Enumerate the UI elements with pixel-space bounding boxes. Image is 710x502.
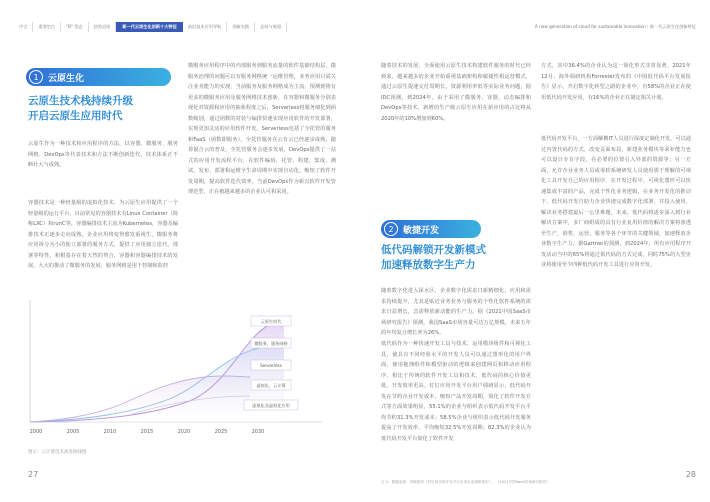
nav-item-b-shape[interactable]: "B" 型态 [61,22,88,32]
x-tick-label: 2030 [251,429,265,435]
chapter-tabs [14,22,287,32]
right-column-2-paragraph-1: 方式，其中36.4%的企业认为这一简化形式非常显著。2021年12月，海外调研机构Forrester发布的《中国低代码平台发展报告》显示，开启数字化转型之路的企业中，有58%的企业正在使用低代码开发应用，有16%的企业正在制定相关计划。 [541,63,691,101]
x-tick-label: 2010 [103,429,117,435]
right-headline: 低代码解锁开发新模式 加速释放数字生产力 [381,244,486,271]
section-title-2: 敏捷开发 [403,225,440,236]
chart-label-virtualization: 虚拟化，云计算 [256,383,286,388]
chart-label-microservices: 微服务，服务网格 [254,341,288,346]
chart-svg [22,292,340,444]
left-page [0,40,355,502]
section-badge-agile [381,220,481,238]
nav-item-preface[interactable]: 序言 [14,22,33,32]
footnote: 注 2：数据来源：华略智库《钉钉低代码开发平台应用企业调研报告》、《2021中国SaaS市场研究报告》 [381,480,550,484]
x-tick-label: 2025 [214,429,228,435]
right-paragraph-1: 随着技术的发展，全面使用云原生技术构建软件服务的时代已经到来，越来越多的企业开始重视基础架构和敏捷性相运营模式，通过云原生提速交付周期长，资源利用率低等实际业务问题，据IDC预测，到2024年，由于采用了微服务，容器，动态编排和DevOps等技术，新增的生产级云原生应用在新应用的占比将从2020年的10%增加到60%。 [381,63,531,122]
report-subtitle: A new generation of cloud for sustainable innovation｜新一代云原生化创新特征 [534,24,696,29]
page-number-left: 27 [28,470,39,479]
top-navigation [0,0,710,34]
nav-item-outlook[interactable]: 总结与展望 [255,22,287,32]
x-tick-label: 2000 [29,429,43,435]
chart-label-serverless: Serverless [260,363,282,368]
right-page [355,40,710,502]
right-paragraph-3: 低代码作为一种快速开发工具与技术，运用模块组件和可视化工具，使具有不同经验水平的开发人员可以通过图形化的用户界面，使用拖拽组件和模型驱动的逻辑来创建网页和移动应用程序，相比于传统的软件开发工具和技术，低代码的核心价值更低，开发效率更高。钉钉应用开发平台用户调研显示，低代码开发在节约企业开发成本，缩短产品开发周期，简化了软件开发方式等方面效果明显，55.1%的企业与组织表示低代码开发平台平均节约31.3%开发成本；58.5%企业与组织表示低代码开发服务提高了开发效率，平均缩短32.5%开发周期；82.3%的企业认为低代码开发平台简化了软件开发 [381,341,531,442]
left-headline: 云原生技术栈持续升级 开启云原生应用时代 [28,95,133,122]
nav-item-trends[interactable]: 趋势总结 [89,22,117,32]
nav-item-ten-features[interactable]: 新一代云原生化创新十大特征 [116,22,182,32]
nav-item-practice[interactable]: 创新实践 [227,22,255,32]
chart-label-virtualization-apps: 虚拟化及虚拟化应用 [252,403,290,408]
chart-caption: 图示：云计算技术演进路线图 [28,450,87,455]
left-paragraph-2: 容器技术是一种轻量级的虚拟化技术，为云原生应用提供了一个轻量级的运行平台，目前常见的容器技术有Linux Container（简称LXC）和runC等，容器编排技术主流为Kubernetes，容器及编排技术正逐步走向成熟，企业应用将变得愈发重视生，微服务将应用拆分为小的独立部署的服务方式，提供了应用独立迭代，部署等特性，和根基存在着天然的契合，容器和容器编排技术的发展，大大的推动了微服务的发展，服务网格是用于控制和监控 [28,200,178,269]
x-tick-label: 2005 [66,429,80,435]
tech-evolution-chart [22,292,340,444]
left-column-2-text: 微服务应用程序中的内部服务到服务流量的软件基础结构层，微服务治理的问题可以有服务网格统一运维管理，业务应用只需关注业务能力的实现，当前服务及服务网格成为主流，预测到将有更多的微服务应用及服务网格技术创新，在容器和微服务分别表现化对资源和应用的抽象程度之后，Serverless将服务细化到函数级别，通过函数的封装与编排快速实现应用软件的开发部署，实现更加灵活的应用软件开发，Serverless包括了全托管的服务和FaaS（函数即服务），全托管服务在云有云已经逐步成熟，随着混合云的普及，全托管服务会逐步发展，DevOps提供了一站式的应用开发流程平台，在软件编码，托管，构建，集成，测试，发布，部署和运维全生命周期中实现自动化，缩短了软件开发周期，提高软件迭代效率，当前DevOps作为新兴软件开发管理范型，正在被越来越多的企业认可和采用。 [188,63,336,195]
left-paragraph-1: 云原生作为一种技术和应用程序的方法，以容器、微服务、服务网格、DevOps等代表技术和方法不断创新迭代，技术体系正不断壮大与成熟。 [28,141,178,168]
section-number: 1 [29,70,43,84]
right-paragraph-2: 随着数字化进入深水区，企业数字化需求日新精细化，应用和需求持续提升，尤其是贴近业务业务与服务的个性化软件系统的需求日益增长，急需释放新动能的生产力。据《2021中国SaaS市场研究报告》预测，我国SaaS市场容量可达万亿规模，未来五年的年均复合增长率为26%。 [381,288,531,336]
section-badge-cloud-native [26,68,171,86]
section-title: 云原生化 [48,73,85,84]
nav-item-frontier-tech[interactable]: 前沿技术应用导航 [183,22,228,32]
x-tick-label: 2015 [140,429,154,435]
nav-item-positioning[interactable]: 重要定位 [33,22,61,32]
page-number-right: 28 [685,470,696,479]
chart-label-cloud-native: 云原生时代 [260,319,282,324]
x-tick-label: 2020 [177,429,191,435]
section-number-2: 2 [384,222,398,236]
right-column-2-paragraph-2: 低代码开发平台，一方面解耦IT人员进行深度定制化开发，可以通过内置代码的方式，改变页面布局，新建业务模块等来补能力也可以设计专有字段，在必要的位置引入外部的资源等；另一方面，允许企业业务人员或零软系统研发人员使用那于理解的可视化工具开发自己的应用程序，在开发过程中，可视化图形可以快速集成丰富的产品，完成个性化业务逻辑，在业务开发化的推动下，低代码开发自助力企业快速完成数字化部署，并投入使用，解决业务搭建最后一公里难题，未来，低代码将逐步深入到行业解决方案中，多厂商组成的具有行业复用价值的解决方案将渗透至生产，销售，运营，服务等各个环节的关键领域，加速释放企业数字生产力。据Gartner的预测，到2024年，所有应用程序开发活动当中的65%将通过低代码的方式完成，同时75%的大型企业将使用至少四种低代码开发工具进行应用开发。 [541,136,691,268]
